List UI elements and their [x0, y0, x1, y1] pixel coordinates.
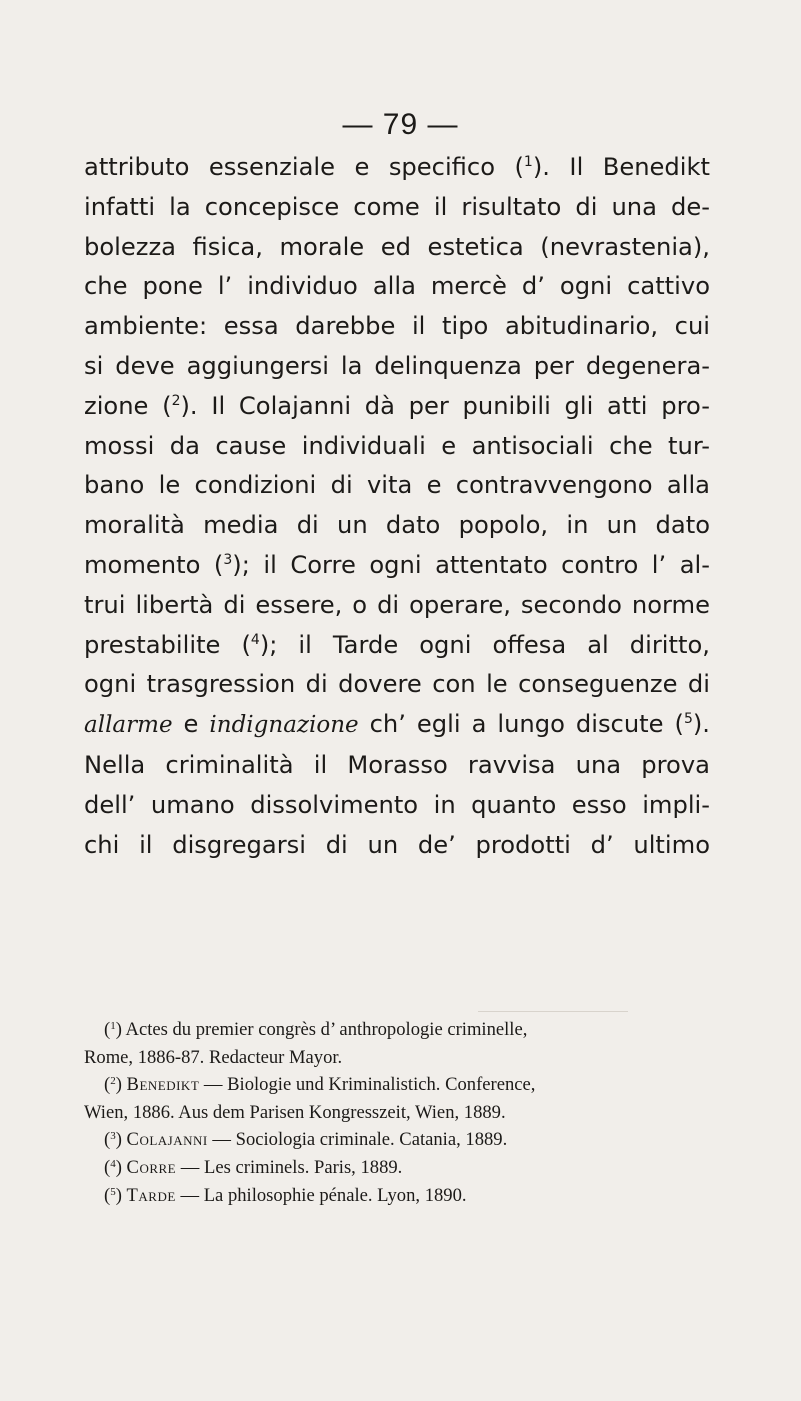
text-run: che pone l’ individuo alla mercè d’ ogni cattivo: [84, 272, 710, 301]
text-line: [84, 826, 710, 866]
text-run: (: [104, 1156, 111, 1178]
text-line: [84, 786, 710, 826]
text-run: moralità media di un dato popolo, in un dato: [84, 511, 710, 540]
text-line: [84, 307, 710, 347]
text-run: infatti la concepisce come il risultato di una de-: [84, 192, 710, 221]
text-run: — Biologie und Kriminalistich. Conference,: [199, 1074, 536, 1096]
footnote-marker: 2: [110, 1075, 116, 1088]
text-run: Wien, 1886. Aus dem Parisen Kongresszeit, Wien, 1889.: [84, 1101, 506, 1123]
text-run: ) Actes du premier congrès d’ anthropologie criminelle,: [115, 1019, 528, 1040]
text-run: ): [115, 1074, 127, 1096]
text-run: — Sociologia criminale. Catania, 1889.: [207, 1129, 508, 1151]
text-run: (: [104, 1129, 111, 1151]
page-number: — 79 —: [342, 108, 459, 141]
footnote-marker: 2: [171, 392, 181, 409]
text-run: bolezza fisica, morale ed estetica (nevrastenia),: [84, 232, 710, 261]
footnote-marker: 5: [110, 1185, 116, 1198]
footnote-marker: 1: [523, 154, 533, 170]
text-run: ). Il Colajanni dà per punibili gli atti pro-: [180, 391, 710, 420]
text-line: [84, 466, 710, 506]
text-run: ): [115, 1156, 127, 1178]
body-text: [84, 148, 710, 865]
text-run: — La philosophie pénale. Lyon, 1890.: [175, 1184, 467, 1206]
text-run: ). Il Benedikt: [532, 153, 711, 181]
text-run: si deve aggiungersi la delinquenza per degenera-: [84, 351, 710, 380]
italic-term: allarme: [84, 712, 173, 739]
footnote-line: [84, 1154, 710, 1182]
footnote-marker: 1: [110, 1020, 116, 1032]
text-run: zione (: [84, 391, 172, 420]
text-run: ch’ egli a lungo discute (: [358, 710, 684, 739]
text-line: [84, 705, 710, 746]
text-line: [84, 387, 710, 427]
author-name: Benedikt: [126, 1074, 200, 1096]
author-name: Corre: [126, 1156, 177, 1178]
text-line: [84, 746, 710, 786]
text-run: (: [104, 1184, 111, 1206]
text-run: (: [104, 1074, 111, 1096]
text-line: [84, 228, 710, 268]
text-line: [84, 626, 710, 666]
footnote-marker: 3: [223, 551, 233, 568]
footnote-line: [84, 1182, 710, 1210]
text-run: ); il Corre ogni attentato contro l’ al-: [232, 550, 710, 579]
footnote-separator: [478, 1011, 628, 1012]
text-run: ): [115, 1129, 127, 1151]
text-line: [84, 506, 710, 546]
text-run: (: [104, 1019, 111, 1040]
text-run: dell’ umano dissolvimento in quanto esso impli-: [84, 790, 710, 819]
text-line: [84, 188, 710, 228]
footnote-line: [84, 1044, 710, 1072]
text-run: e: [172, 710, 210, 739]
text-run: momento (: [84, 550, 224, 579]
italic-term: indignazione: [209, 712, 359, 739]
footnote-marker: 5: [683, 711, 693, 728]
text-line: [84, 427, 710, 467]
text-run: trui libertà di essere, o di operare, secondo norme: [84, 590, 710, 619]
text-run: mossi da cause individuali e antisociali che tur-: [84, 431, 710, 460]
footnote-marker: 3: [110, 1130, 116, 1143]
footnotes: [84, 1016, 710, 1209]
text-line: [84, 586, 710, 626]
footnote-line: [84, 1126, 710, 1154]
footnote-line: [84, 1016, 710, 1044]
footnote-marker: 4: [110, 1157, 116, 1170]
text-run: ambiente: essa darebbe il tipo abitudinario, cui: [84, 312, 710, 341]
text-line: [84, 267, 710, 307]
text-run: ): [115, 1184, 127, 1206]
author-name: Colajanni: [126, 1129, 208, 1151]
text-run: attributo essenziale e specifico (: [84, 153, 524, 181]
text-run: ); il Tarde ogni offesa al diritto,: [259, 630, 710, 659]
text-line: [84, 546, 710, 586]
text-run: — Les criminels. Paris, 1889.: [176, 1156, 403, 1178]
text-run: ogni trasgression di dovere con le conseguenze di: [84, 670, 710, 699]
footnote-marker: 4: [250, 631, 260, 648]
text-run: ).: [692, 710, 710, 739]
text-run: Nella criminalità il Morasso ravvisa una prova: [84, 750, 710, 779]
footnote-line: [84, 1099, 710, 1127]
text-line: [84, 148, 710, 188]
text-line: [84, 665, 710, 705]
text-run: prestabilite (: [84, 630, 251, 659]
footnote-line: [84, 1071, 710, 1099]
text-run: Rome, 1886-87. Redacteur Mayor.: [84, 1046, 343, 1068]
text-line: [84, 347, 710, 387]
text-run: chi il disgregarsi di un de’ prodotti d’ ultimo: [84, 830, 710, 859]
author-name: Tarde: [126, 1184, 176, 1206]
text-run: bano le condizioni di vita e contravvengono alla: [84, 471, 710, 500]
